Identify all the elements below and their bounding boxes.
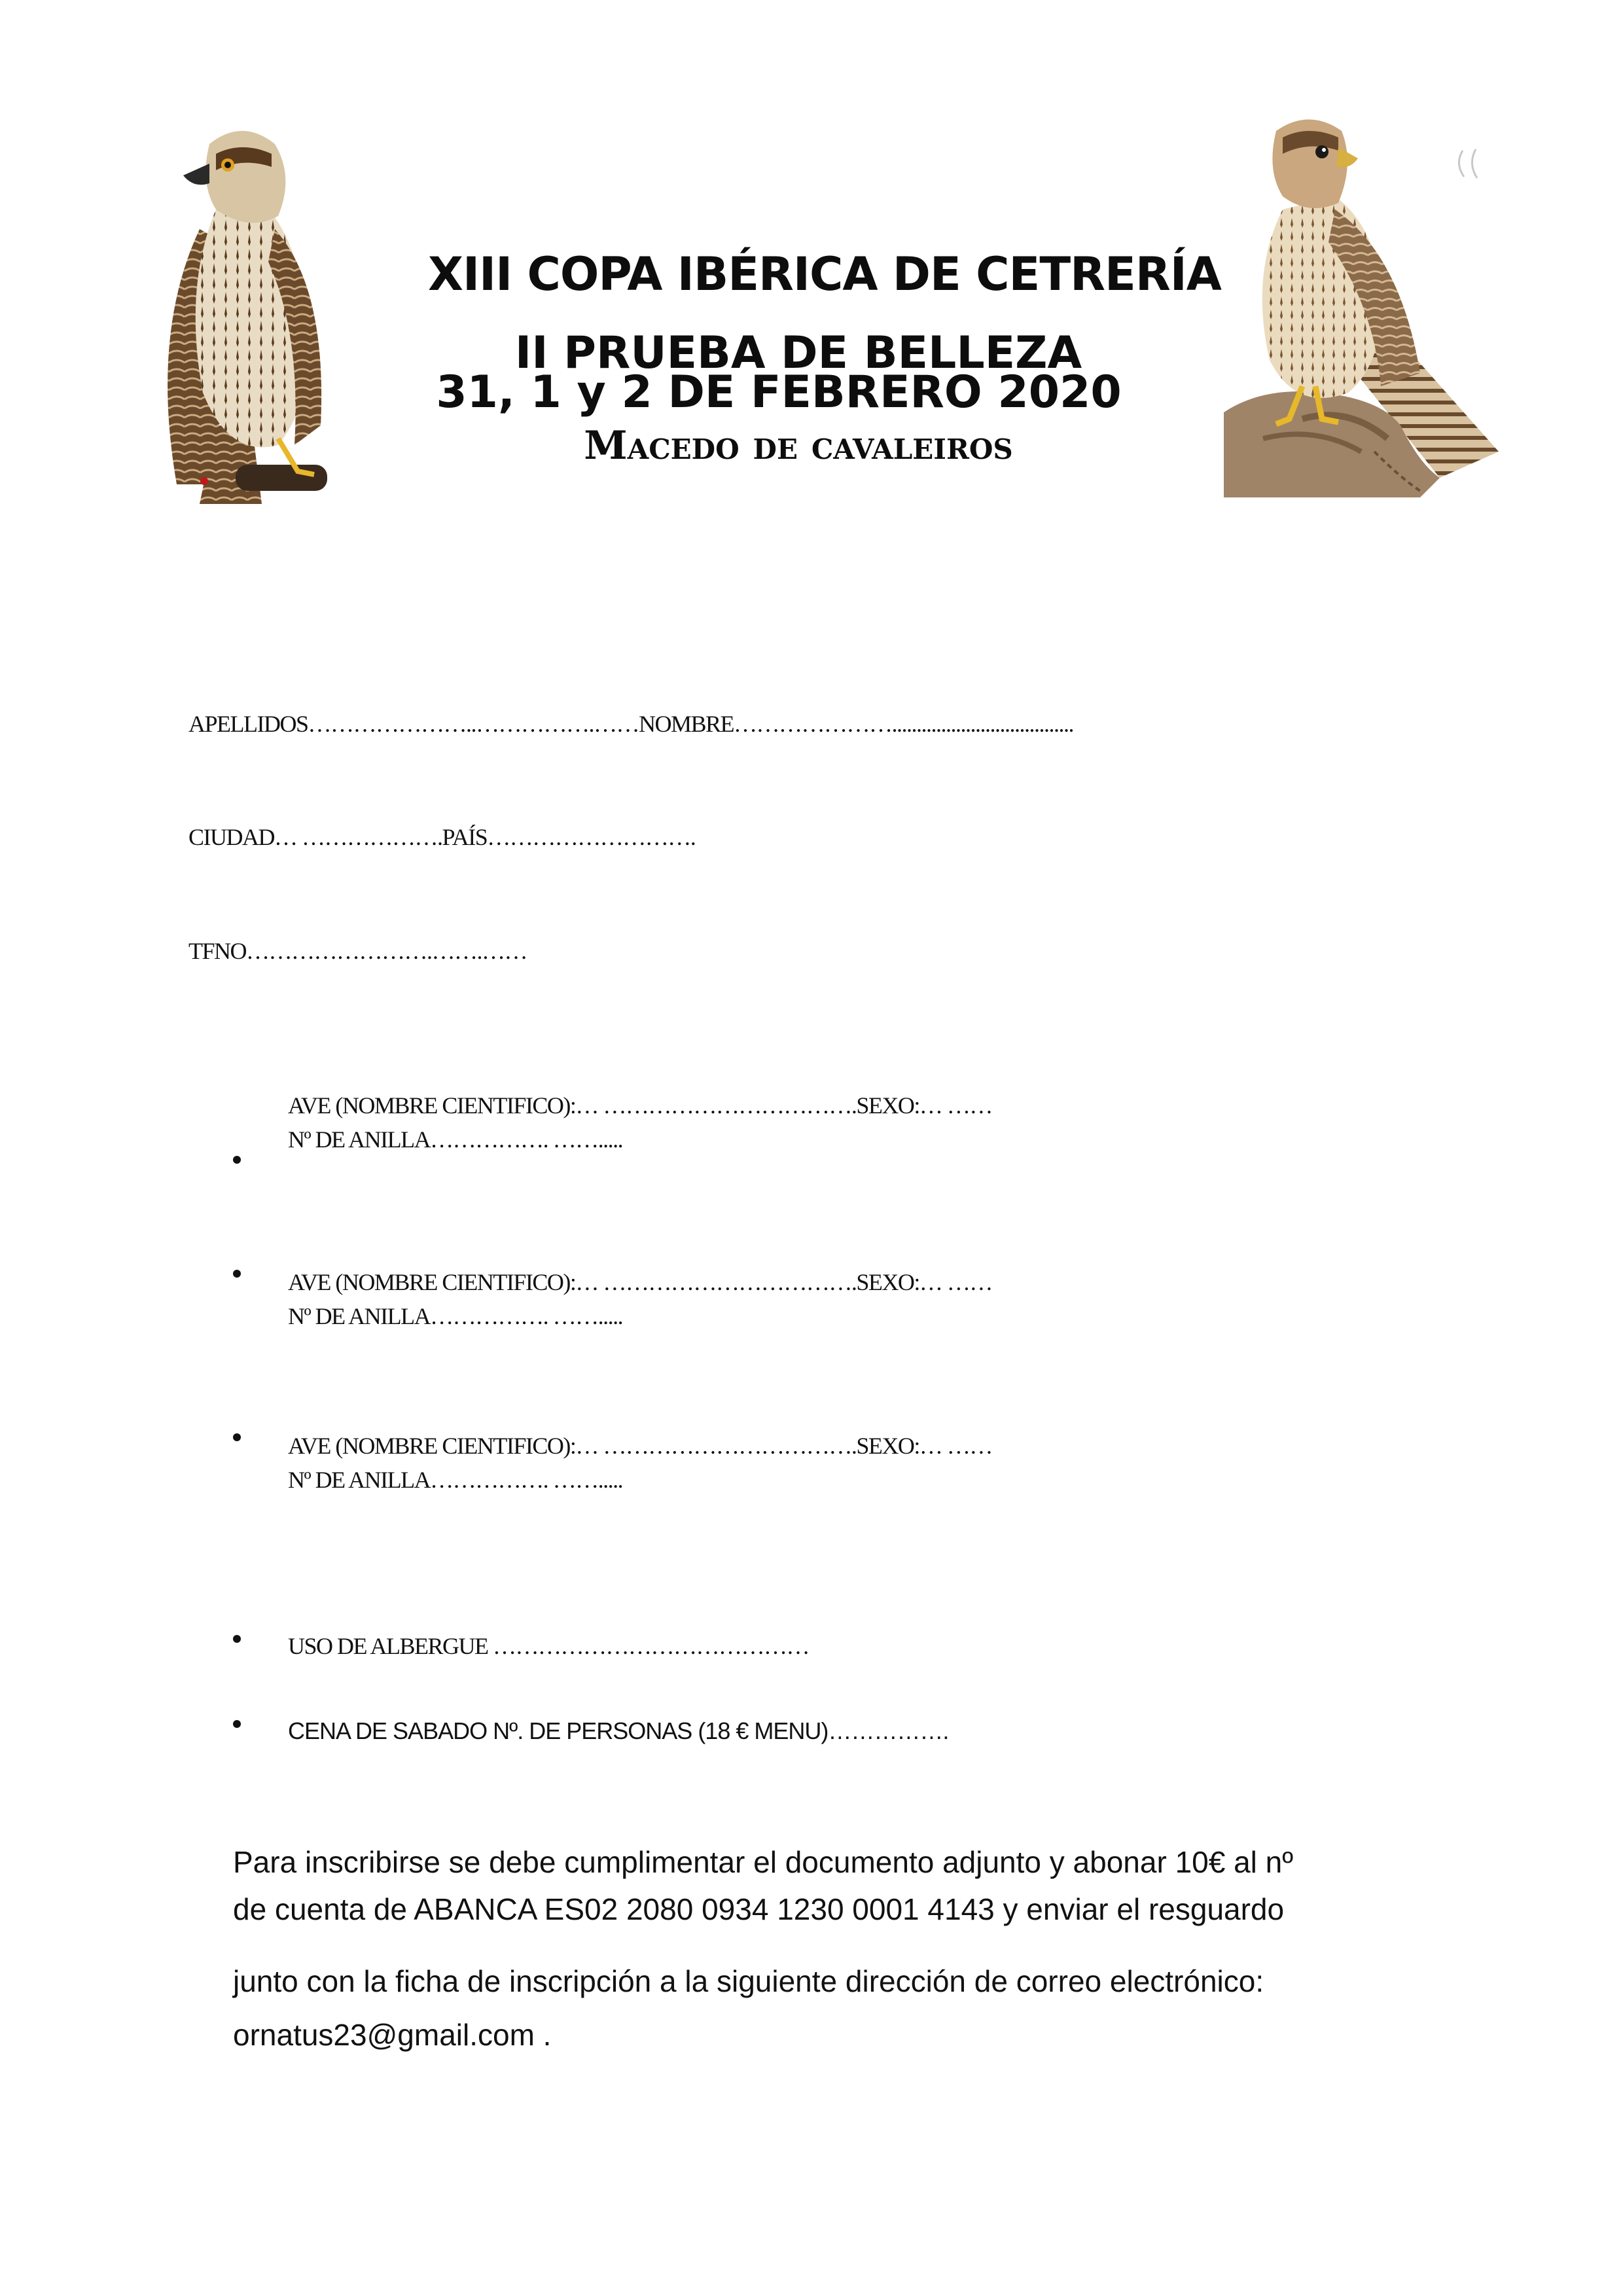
bullet bbox=[233, 1433, 241, 1441]
bullet bbox=[233, 1156, 241, 1164]
anilla-field-2[interactable]: Nº DE ANILLA……………. ……..... bbox=[288, 1303, 623, 1329]
ave-field-1[interactable]: AVE (NOMBRE CIENTIFICO):… …………………………….SEXO:… …… bbox=[288, 1092, 992, 1119]
apellidos-nombre-field[interactable]: APELLIDOS…………………..…………….……NOMBRE…………………..................................... bbox=[188, 711, 1074, 737]
title-location: Macedo de cavaleiros bbox=[584, 423, 1013, 469]
cena-field[interactable]: CENA DE SABADO Nº. DE PERSONAS (18 € MENU)……………. bbox=[288, 1717, 949, 1744]
bullet bbox=[233, 1720, 241, 1728]
instructions-line-2: de cuenta de ABANCA ES02 2080 0934 1230 0001 4143 y enviar el resguardo bbox=[233, 1892, 1285, 1926]
title-dates: 31, 1 y 2 DE FEBRERO 2020 bbox=[436, 367, 1122, 418]
title-prueba-belleza: II PRUEBA DE BELLEZA bbox=[514, 327, 1082, 379]
instructions-line-1: Para inscribirse se debe cumplimentar el documento adjunto y abonar 10€ al nº bbox=[233, 1845, 1294, 1879]
ciudad-pais-field[interactable]: CIUDAD… ……………….PAÍS………………………. bbox=[188, 824, 696, 850]
anilla-field-3[interactable]: Nº DE ANILLA……………. ……..... bbox=[288, 1467, 623, 1493]
ave-field-2[interactable]: AVE (NOMBRE CIENTIFICO):… …………………………….SEXO:… …… bbox=[288, 1269, 992, 1295]
title-copa-iberica: XIII COPA IBÉRICA DE CETRERÍA bbox=[428, 247, 1221, 301]
hawk-image-left bbox=[137, 118, 360, 511]
decorative-marks bbox=[1450, 144, 1489, 183]
anilla-field-1[interactable]: Nº DE ANILLA……………. ……..... bbox=[288, 1126, 623, 1153]
ave-field-3[interactable]: AVE (NOMBRE CIENTIFICO):… …………………………….SEXO:… …… bbox=[288, 1433, 992, 1459]
contact-email[interactable]: ornatus23@gmail.com . bbox=[233, 2018, 552, 2052]
bullet bbox=[233, 1635, 241, 1643]
albergue-field[interactable]: USO DE ALBERGUE …………………………………… bbox=[288, 1633, 810, 1659]
bullet bbox=[233, 1270, 241, 1278]
tfno-field[interactable]: TFNO…………………….…….…… bbox=[188, 938, 527, 964]
instructions-line-3: junto con la ficha de inscripción a la siguiente dirección de correo electrónico: bbox=[233, 1964, 1264, 1998]
